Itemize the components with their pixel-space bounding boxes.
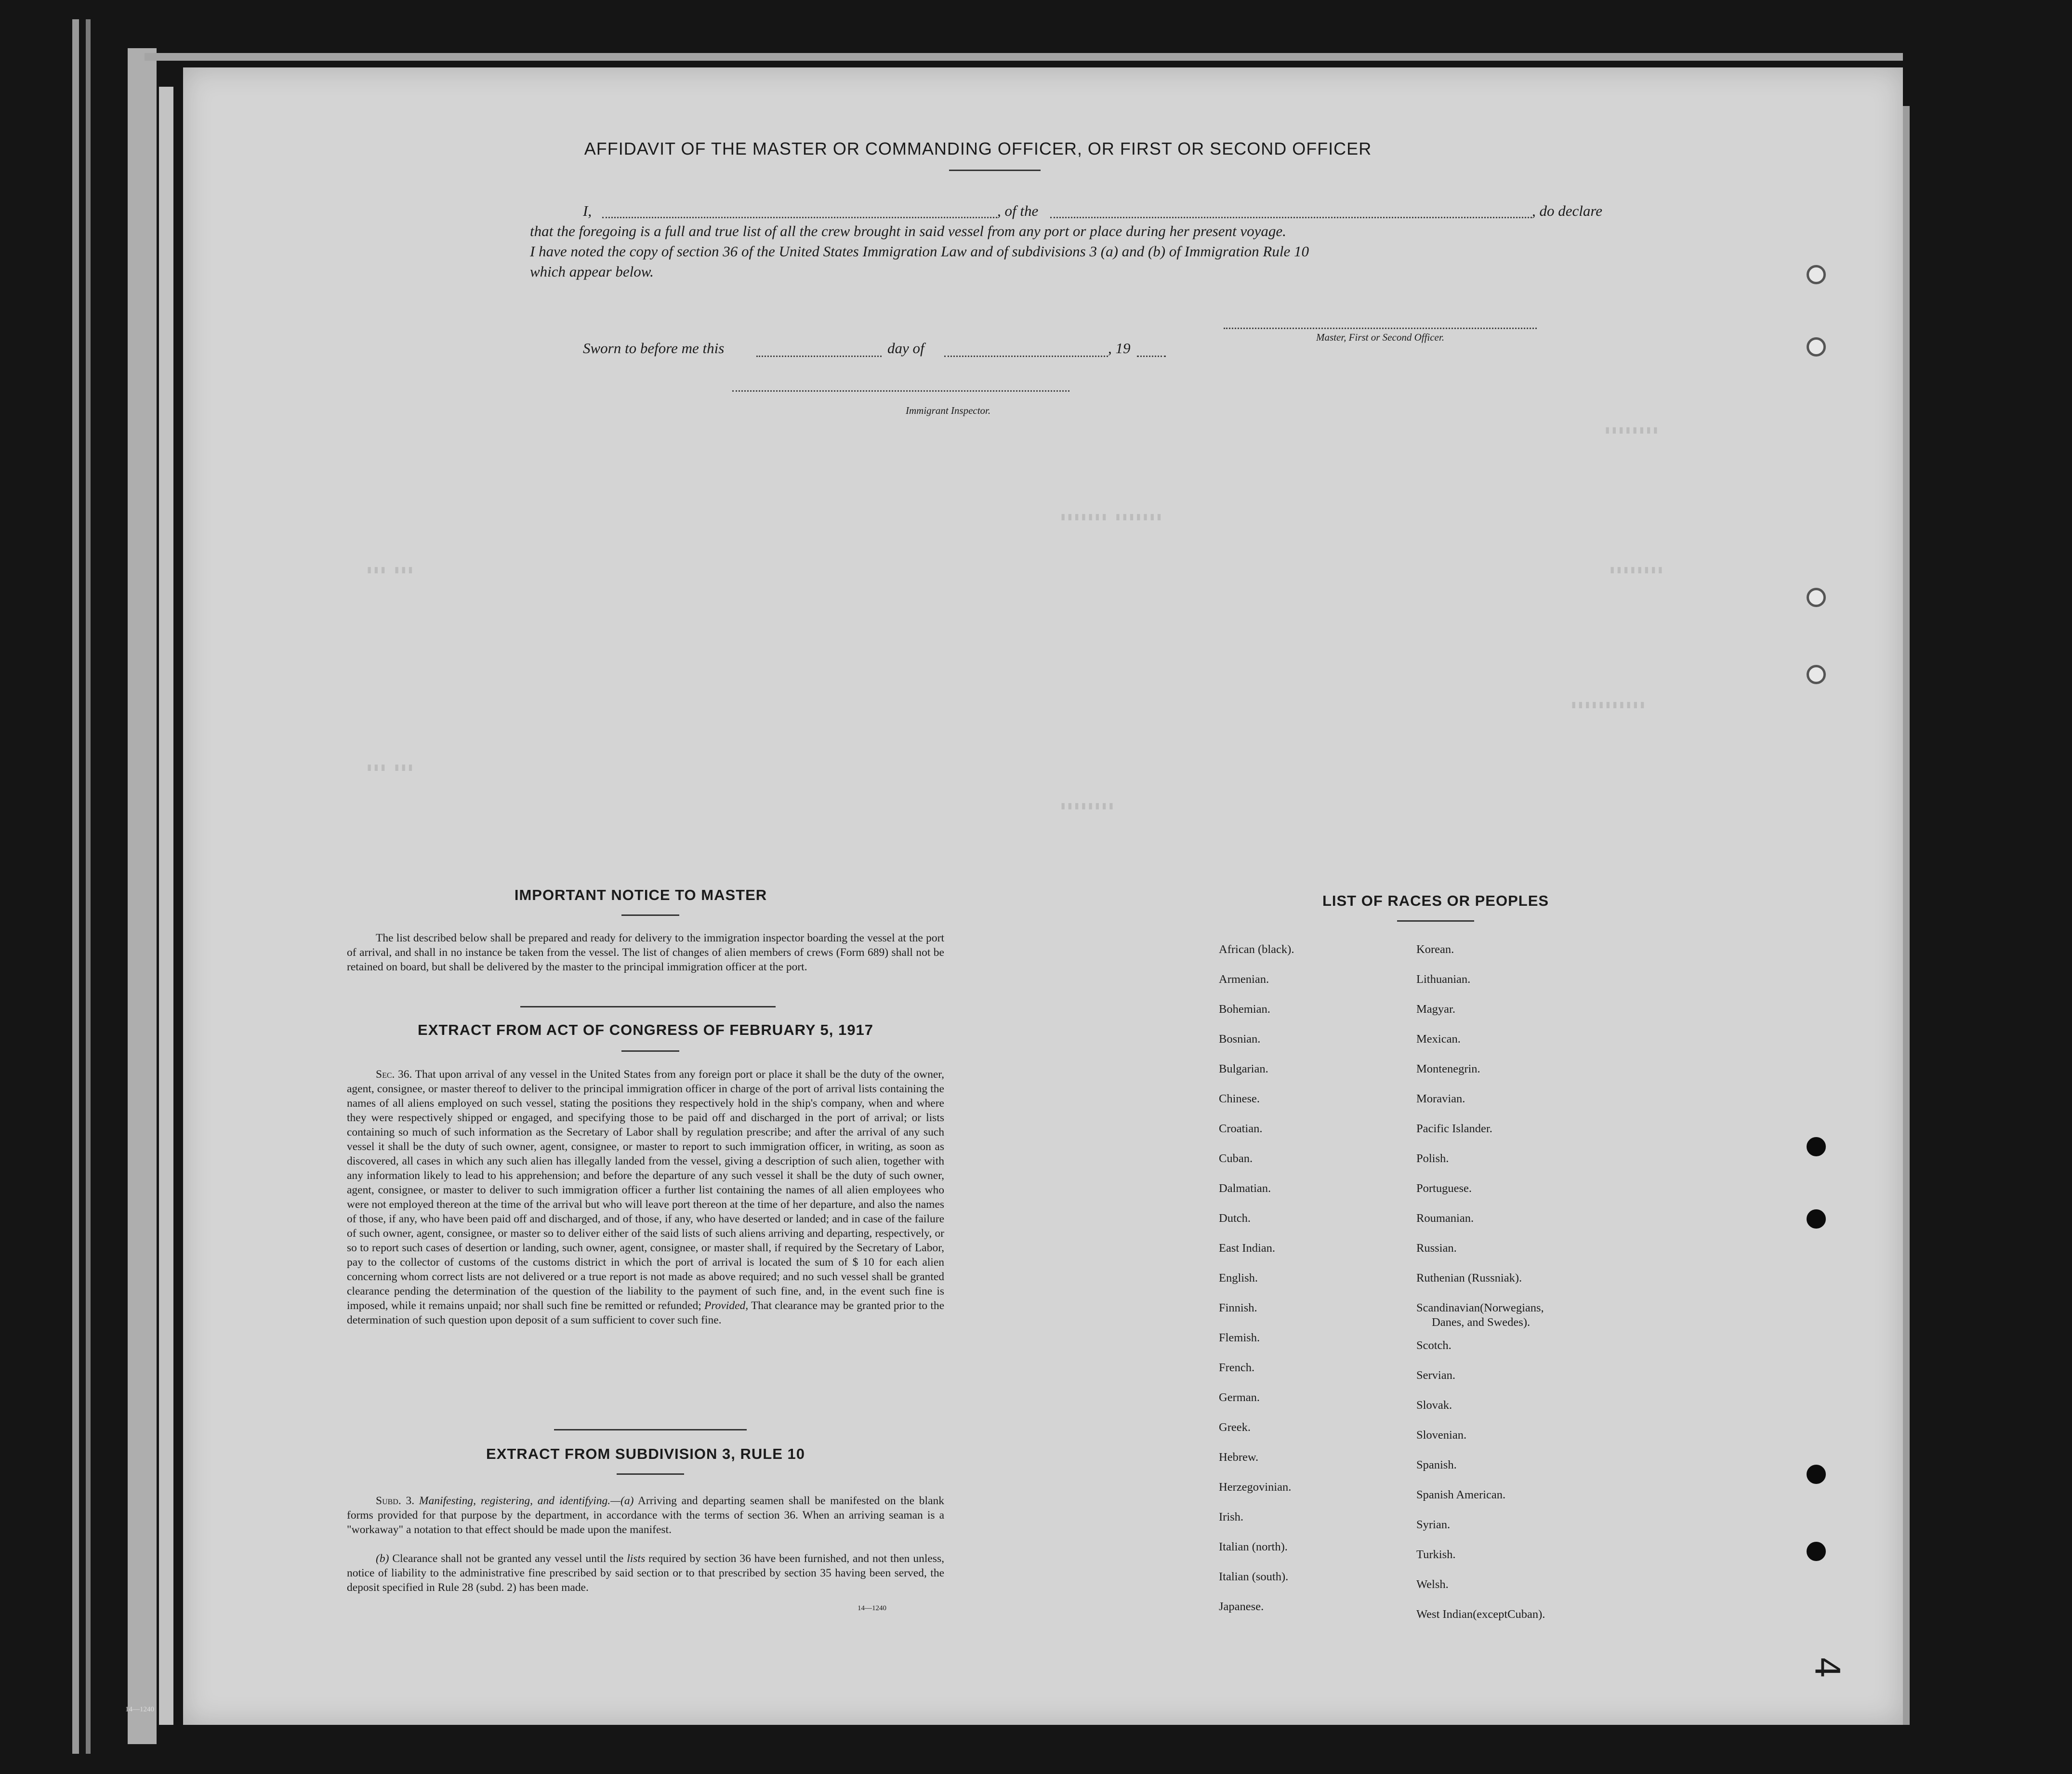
- bleed-through-row: ▮▮▮▮▮▮▮▮▮▮▮: [1570, 699, 1646, 711]
- race-item: Irish.: [1219, 1510, 1244, 1523]
- year-prefix-label: , 19: [1108, 340, 1131, 357]
- race-item: Scandinavian(Norwegians,: [1416, 1301, 1544, 1314]
- race-item: Japanese.: [1219, 1600, 1264, 1613]
- affidavit-title: AFFIDAVIT OF THE MASTER OR COMMANDING OFFICER, OR FIRST OR SECOND OFFICER: [584, 139, 1372, 159]
- race-item: Spanish American.: [1416, 1488, 1506, 1501]
- form-sheet: [125, 67, 1903, 1725]
- races-right-column: [1416, 935, 1657, 1629]
- race-item: African (black).: [1219, 943, 1294, 956]
- race-item: East Indian.: [1219, 1242, 1276, 1255]
- race-item: English.: [1219, 1271, 1258, 1284]
- day-of-label: day of: [887, 340, 924, 357]
- vessel-field[interactable]: [1050, 217, 1532, 218]
- race-item: Ruthenian (Russniak).: [1416, 1271, 1522, 1284]
- race-item: Scotch.: [1416, 1339, 1452, 1352]
- race-item: Turkish.: [1416, 1548, 1456, 1561]
- race-item: Italian (south).: [1219, 1570, 1289, 1583]
- subd-text-a: Arriving and departing seamen shall be manifested on the blank forms provided for that purpose by the department, in accordance with the terms of section 36. When an arriving seaman is a "workaway" a notation to that effect should be made upon the manifest.: [347, 1495, 945, 1536]
- races-left-column: [1219, 935, 1436, 1622]
- race-item: Croatian.: [1219, 1122, 1263, 1135]
- bleed-through-row: ▮▮▮▮▮▮▮ ▮▮▮▮▮▮▮: [1060, 511, 1163, 523]
- binder-hole: [1807, 1137, 1826, 1156]
- affidavit-body-line-2: I have noted the copy of section 36 of the United States Immigration Law and of subdivisions 3 (a) and (b) of Immigration Rule 10: [530, 243, 1309, 260]
- race-item: Armenian.: [1219, 973, 1269, 986]
- bleed-through-row: ▮▮▮▮▮▮▮▮: [1609, 564, 1664, 576]
- subd-text-b1: Clearance shall not be granted any vessel until the: [392, 1552, 624, 1565]
- affidavit-do-declare: , do declare: [1532, 202, 1603, 219]
- inspector-signature-field[interactable]: [732, 390, 1069, 392]
- races-title: LIST OF RACES OR PEOPLES: [1322, 892, 1549, 909]
- page-edge-left-1: [72, 19, 79, 1754]
- page-edge-left-2: [86, 19, 91, 1754]
- bleed-through-row: ▮▮▮ ▮▮▮: [366, 762, 414, 774]
- subd-heading: Manifesting, registering, and identifying.—(a): [419, 1495, 634, 1507]
- bleed-through-row: ▮▮▮▮▮▮▮▮: [1604, 424, 1659, 437]
- affidavit-body-line-1: that the foregoing is a full and true list of all the crew brought in said vessel from any port or place during her present voyage.: [530, 223, 1286, 239]
- sworn-month-field[interactable]: [944, 356, 1108, 357]
- binder-hole: [1807, 265, 1826, 284]
- sec-text-end: That clearance may be granted prior to the determination of such question upon deposit of a sum sufficient to cover such fine.: [347, 1299, 945, 1326]
- sec-text: That upon arrival of any vessel in the United States from any foreign port or place it shall be the duty of the owner, agent, consignee, or master thereof to deliver to the principal immigration officer in charge of the port of arrival lists containing the names of all aliens employed on such vessel, stating the positions they respectively hold in the ship's company, when and where they were respectively shipped or engaged, and specifying those to be paid off and discharged in the port of arrival; or lists containing so much of such information as the Secretary of Labor shall by regulation prescribe; and after the arrival of any such vessel it shall be the duty of such owner, agent, consignee, or master to report to such immigration officer, in writing, as soon as discovered, all cases in which any such alien has illegally landed from the vessel, giving a description of such alien, together with any information likely to lead to his apprehension; and before the departure of any such vessel it shall be the duty of such owner, agent, consignee, or master to deliver to such immigration officer a further list containing the names of all alien employees who were not employed thereon at the time of the arrival but who will leave port thereon at the time of her departure, and also the names of those, if any, who have been paid off and discharged, and of those, if any, who have deserted or landed; and in case of the failure of such owner, agent, consignee, or master so to deliver either of the said lists of such aliens arriving and departing, respectively, or so to report such cases of desertion or landing, such owner, agent, consignee, or master shall, if required by the Secretary of Labor, pay to the collector of customs of the customs district in which the port of arrival is located the sum of $ 10 for each alien concerning whom correct lists are not delivered or a true report is not made as above required; and no such vessel shall be granted clearance pending the determination of the question of the liability to the payment of such fine, and, in the event such fine is imposed, while it remains unpaid; nor shall such fine be remitted or refunded;: [347, 1068, 945, 1312]
- notice-text: The list described below shall be prepared and ready for delivery to the immigration inspector boarding the vessel at the port of arrival, and shall in no instance be taken from the vessel. The list of changes of alien members of crews (Form 689) shall not be retained on board, but shall be delivered by the master to the principal immigration officer at the port.: [347, 932, 944, 973]
- race-item: Montenegrin.: [1416, 1062, 1480, 1075]
- sec-label: Sec. 36.: [376, 1068, 412, 1081]
- extract-act-title-rule: [621, 1050, 679, 1052]
- binder-hole: [1807, 1465, 1826, 1484]
- extract-act-separator: [554, 1429, 747, 1430]
- extract-rule-text-b: [347, 1551, 944, 1595]
- binder-hole: [1807, 665, 1826, 684]
- race-item: Flemish.: [1219, 1331, 1260, 1344]
- binder-hole: [1807, 1209, 1826, 1229]
- page-edge-top: [145, 53, 1903, 61]
- race-item: Russian.: [1416, 1242, 1457, 1255]
- handwritten-page-number: 4: [1807, 1656, 1847, 1679]
- notice-title-rule: [621, 914, 679, 916]
- race-item: Danes, and Swedes).: [1432, 1316, 1531, 1329]
- race-item: Dalmatian.: [1219, 1182, 1271, 1195]
- race-item: Mexican.: [1416, 1033, 1461, 1046]
- name-field[interactable]: [602, 217, 997, 218]
- race-item: Bulgarian.: [1219, 1062, 1268, 1075]
- race-item: Welsh.: [1416, 1578, 1449, 1591]
- provided-label: Provided,: [704, 1299, 749, 1312]
- race-item: Moravian.: [1416, 1092, 1465, 1105]
- race-item: Italian (north).: [1219, 1540, 1288, 1553]
- bottom-left-stamp: 14—1240: [125, 1706, 154, 1713]
- binder-hole: [1807, 1542, 1826, 1561]
- bleed-through-row: ▮▮▮▮▮▮▮▮: [1060, 800, 1115, 812]
- lists-word: lists: [627, 1552, 646, 1565]
- sworn-year-field[interactable]: [1137, 356, 1166, 357]
- extract-rule-title-rule: [617, 1473, 684, 1475]
- race-item: Pacific Islander.: [1416, 1122, 1492, 1135]
- notice-title: IMPORTANT NOTICE TO MASTER: [514, 887, 767, 903]
- race-item: German.: [1219, 1391, 1260, 1404]
- race-item: French.: [1219, 1361, 1255, 1374]
- notice-separator: [520, 1006, 776, 1007]
- race-item: Cuban.: [1219, 1152, 1253, 1165]
- extract-act-text: [347, 1067, 944, 1327]
- affidavit-i-label: I,: [583, 202, 592, 219]
- race-item: Slovenian.: [1416, 1429, 1467, 1442]
- race-item: Korean.: [1416, 943, 1454, 956]
- race-item: Spanish.: [1416, 1458, 1457, 1471]
- bleed-through-row: ▮▮▮ ▮▮▮: [366, 564, 414, 576]
- form-number: 14—1240: [858, 1604, 886, 1612]
- page-edge-left-3: [128, 48, 157, 1744]
- race-item: Chinese.: [1219, 1092, 1260, 1105]
- sworn-day-field[interactable]: [756, 356, 882, 357]
- extract-rule-title: EXTRACT FROM SUBDIVISION 3, RULE 10: [486, 1445, 805, 1462]
- race-item: Polish.: [1416, 1152, 1449, 1165]
- extract-rule-text-a: [347, 1494, 944, 1537]
- race-item: Greek.: [1219, 1421, 1251, 1434]
- subd-text-b2: required by section 36 have been furnished, and not then unless, notice of liability to the administrative fine prescribed by said section or to that prescribed by section 35 having been served, the deposit specified in Rule 28 (subd. 2) has been made.: [347, 1552, 944, 1594]
- page-edge-right-2: [1903, 106, 1910, 1725]
- race-item: Syrian.: [1416, 1518, 1451, 1531]
- race-item: Hebrew.: [1219, 1451, 1259, 1464]
- race-item: Herzegovinian.: [1219, 1481, 1292, 1494]
- signature-caption: Master, First or Second Officer.: [1316, 331, 1444, 343]
- races-title-rule: [1397, 920, 1474, 922]
- race-item: Bohemian.: [1219, 1003, 1270, 1016]
- race-item: Roumanian.: [1416, 1212, 1474, 1225]
- binder-hole: [1807, 337, 1826, 357]
- signature-field[interactable]: [1224, 328, 1537, 329]
- page-edge-left-4: [159, 87, 173, 1725]
- affidavit-title-rule: [949, 170, 1041, 171]
- race-item: West Indian(exceptCuban).: [1416, 1608, 1545, 1621]
- binder-hole: [1807, 588, 1826, 607]
- race-item: Magyar.: [1416, 1003, 1455, 1016]
- race-item: Bosnian.: [1219, 1033, 1261, 1046]
- race-item: Finnish.: [1219, 1301, 1257, 1314]
- sworn-label: Sworn to before me this: [583, 340, 725, 357]
- b-label: (b): [376, 1552, 389, 1565]
- race-item: Dutch.: [1219, 1212, 1251, 1225]
- subd-label: Subd. 3.: [376, 1495, 415, 1507]
- race-item: Lithuanian.: [1416, 973, 1471, 986]
- race-item: Servian.: [1416, 1369, 1455, 1382]
- race-item: Portuguese.: [1416, 1182, 1472, 1195]
- affidavit-of-the: , of the: [997, 202, 1039, 219]
- affidavit-body-line-3: which appear below.: [530, 263, 654, 280]
- race-item: Slovak.: [1416, 1399, 1452, 1412]
- inspector-caption: Immigrant Inspector.: [906, 405, 991, 416]
- extract-act-title: EXTRACT FROM ACT OF CONGRESS OF FEBRUARY 5, 1917: [418, 1021, 873, 1038]
